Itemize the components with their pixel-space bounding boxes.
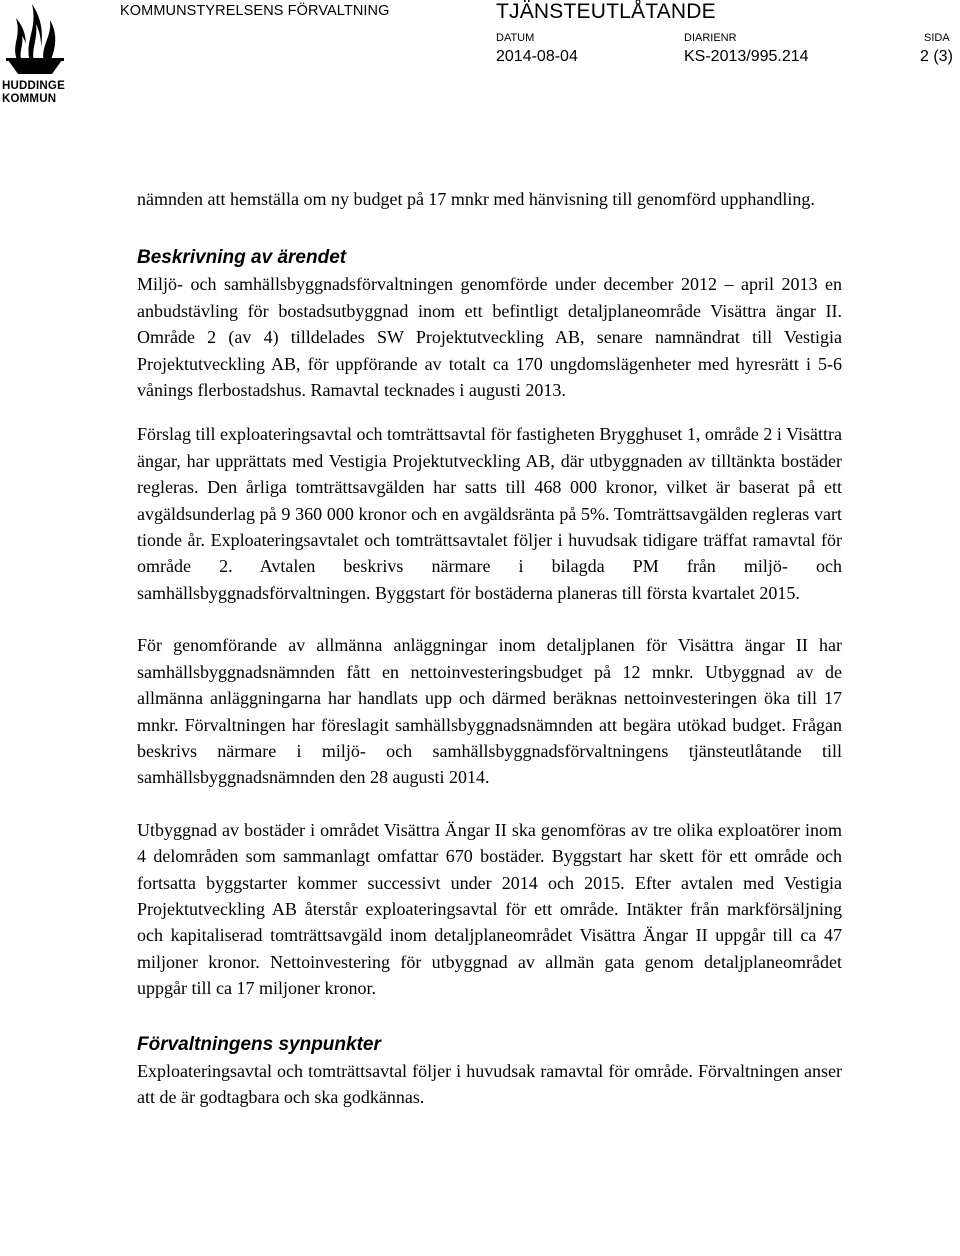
organization-name: KOMMUNSTYRELSENS FÖRVALTNING <box>120 3 390 19</box>
section-heading-synpunkter: Förvaltningens synpunkter <box>137 1033 381 1055</box>
datum-value: 2014-08-04 <box>496 48 578 65</box>
section-heading-beskrivning: Beskrivning av ärendet <box>137 247 347 269</box>
paragraph-1: Miljö- och samhällsbyggnadsförvaltningen genomförde under december 2012 – april 2013 en anbudstävling för bostadsutbyggnad inom ett befintligt detaljplaneområde Visättra ängar II. Område 2 (av 4) tilldelades SW Projektutveckling AB, senare namnändrat till Vestigia Projektutveckling AB, för uppförande av totalt ca 170 ungdomslägenheter med hyresrätt i 5-6 vånings flerbostadshus. Ramavtal tecknades i augusti 2013. <box>137 274 842 401</box>
flame-crest-icon <box>0 0 70 80</box>
logo-text-line1: HUDDINGE <box>2 80 65 92</box>
logo-text-line2: KOMMUN <box>2 93 57 105</box>
diarienr-value: KS-2013/995.214 <box>684 48 809 65</box>
diarienr-label: DIARIENR <box>684 32 737 44</box>
huddinge-logo <box>0 0 70 108</box>
logo-text <box>2 80 65 106</box>
document-body <box>137 186 842 1110</box>
paragraph-5: Exploateringsavtal och tomträttsavtal följer i huvudsak ramavtal för område. Förvaltningen anser att de är godtagbara och ska godkännas. <box>137 1060 842 1107</box>
intro-paragraph: nämnden att hemställa om ny budget på 17 mnkr med hänvisning till genomförd upphandling. <box>137 189 815 209</box>
sida-label: SIDA <box>924 32 950 44</box>
paragraph-2: Förslag till exploateringsavtal och tomträttsavtal för fastigheten Brygghuset 1, område 2 i Visättra ängar, har upprättats med Vestigia Projektutveckling AB, där utbyggnaden av tilltänkta bostäder regleras. Den årliga tomträttsavgälden har satts till 468 000 kronor, vilket är baserat på ett avgäldsunderlag på 9 360 000 kronor och en avgäldsränta på 5%. Tomträttsavgälden regleras vart tionde år. Exploateringsavtalet och tomträttsavtalet följer i huvudsak tidigare träffat ramavtal för område 2. Avtalen beskrivs närmare i bilagda PM från miljö- och samhällsbyggnadsförvaltningen. Byggstart för bostäderna planeras till första kvartalet 2015. <box>137 424 842 603</box>
paragraph-3: För genomförande av allmänna anläggningar inom detaljplanen för Visättra ängar II har samhällsbyggnadsnämnden fått en nettoinvesteringsbudget på 12 mnkr. Utbyggnad av de allmänna anläggningarna har handlats upp och därmed beräknas nettoinvesteringen öka till 17 mnkr. Förvaltningen har föreslagit samhällsbyggnadsnämnden att begära utökad budget. Frågan beskrivs närmare i miljö- och samhällsbyggnadsförvaltningens tjänsteutlåtande till samhällsbyggnadsnämnden den 28 augusti 2014. <box>137 635 842 788</box>
sida-value: 2 (3) <box>920 48 953 65</box>
paragraph-4: Utbyggnad av bostäder i området Visättra Ängar II ska genomföras av tre olika exploatörer inom 4 delområden som sammanlagt omfattar 670 bostäder. Byggstart har skett för ett område och fortsatta byggstarter kommer successivt under 2014 och 2015. Efter avtalen med Vestigia Projektutveckling AB återstår exploateringsavtal för ett område. Intäkter från markförsäljning och kapitaliserad tomträttsavgäld inom detaljplaneområdet Visättra Ängar II uppgår till ca 47 miljoner kronor. Nettoinvestering för utbyggnad av allmän gata genom detaljplaneområdet uppgår till ca 17 miljoner kronor. <box>137 819 842 999</box>
datum-label: DATUM <box>496 32 535 44</box>
document-type: TJÄNSTEUTLÅTANDE <box>496 0 716 23</box>
